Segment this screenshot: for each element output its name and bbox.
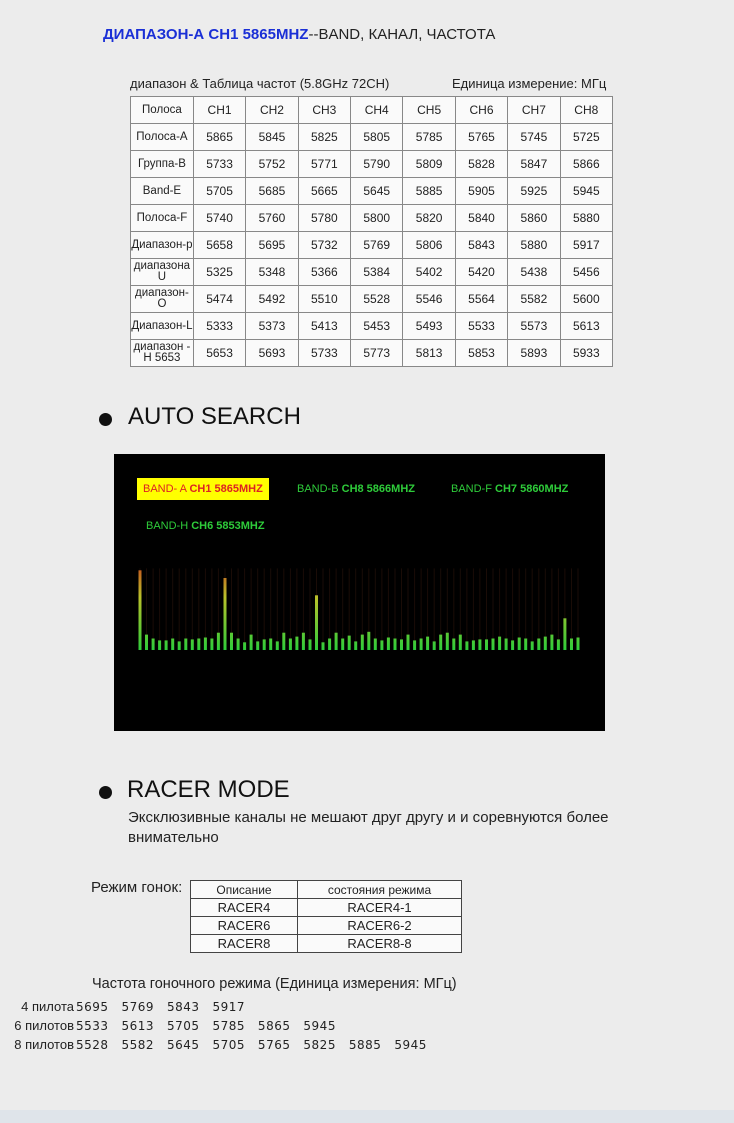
- spectrum-bar: [191, 639, 194, 650]
- racer-mode-title: RACER MODE: [127, 776, 290, 803]
- table-row: [131, 178, 613, 205]
- band-label-a-band: BAND- A: [143, 483, 187, 495]
- spectrum-bar: [217, 633, 220, 650]
- racer-table: [190, 880, 462, 953]
- spectrum-bar: [472, 640, 475, 650]
- spectrum-bar: [184, 639, 187, 651]
- spectrum-bar: [171, 639, 174, 651]
- spectrum-ghost: [159, 568, 160, 650]
- freq-cell: 5773: [351, 340, 403, 367]
- spectrum-bar: [322, 642, 325, 650]
- racer-table-header-cell: состояния режима: [298, 881, 462, 899]
- freq-cell: 5366: [298, 259, 350, 286]
- racer-table-cell: RACER8: [191, 935, 298, 953]
- spectrum-ghost: [414, 568, 415, 650]
- header-rest: --BAND, КАНАЛ, ЧАСТОТА: [308, 26, 496, 43]
- freq-cell: 5474: [193, 286, 245, 313]
- pilot-freqs: 5695 5769 5843 5917: [76, 1000, 245, 1014]
- spectrum-ghost: [310, 568, 311, 650]
- spectrum-bar: [387, 638, 390, 651]
- spectrum-bar: [263, 639, 266, 650]
- freq-table-header-cell: CH6: [455, 97, 507, 124]
- band-name-cell: Группа-B: [131, 151, 194, 178]
- freq-cell: 5333: [193, 313, 245, 340]
- spectrum-ghost: [375, 568, 376, 650]
- spectrum-ghost: [381, 568, 382, 650]
- spectrum-ghost: [257, 568, 258, 650]
- table-row: [131, 313, 613, 340]
- spectrum-bar: [505, 639, 508, 651]
- freq-cell: 5732: [298, 232, 350, 259]
- table-row: [191, 935, 462, 953]
- spectrum-bar: [367, 632, 370, 650]
- pilot-label: 8 пилотов: [14, 1037, 74, 1052]
- spectrum-bar: [276, 641, 279, 650]
- freq-cell: 5653: [193, 340, 245, 367]
- freq-cell: 5933: [560, 340, 612, 367]
- spectrum-ghost: [493, 568, 494, 650]
- band-name-cell: диапазона U: [131, 259, 194, 286]
- spectrum-bar: [158, 640, 161, 650]
- freq-cell: 5813: [403, 340, 455, 367]
- freq-table-unit: Единица измерение: МГц: [452, 76, 607, 91]
- spectrum-ghost: [538, 568, 539, 650]
- pilot-label: 6 пилотов: [14, 1018, 74, 1033]
- spectrum-ghost: [525, 568, 526, 650]
- spectrum-bar: [439, 635, 442, 650]
- freq-cell: 5805: [351, 124, 403, 151]
- freq-cell: 5613: [560, 313, 612, 340]
- spectrum-ghost: [198, 568, 199, 650]
- freq-cell: 5825: [298, 124, 350, 151]
- freq-table-header-cell: Полоса: [131, 97, 194, 124]
- freq-table-header-cell: CH1: [193, 97, 245, 124]
- freq-cell: 5658: [193, 232, 245, 259]
- freq-cell: 5348: [246, 259, 298, 286]
- spectrum-ghost: [453, 568, 454, 650]
- freq-table-header-cell: CH4: [351, 97, 403, 124]
- freq-cell: 5740: [193, 205, 245, 232]
- freq-cell: 5771: [298, 151, 350, 178]
- freq-cell: 5809: [403, 151, 455, 178]
- freq-table-header: [131, 97, 613, 124]
- freq-cell: 5325: [193, 259, 245, 286]
- spectrum-bar: [282, 633, 285, 650]
- spectrum-bar: [224, 578, 227, 650]
- spectrum-bar: [557, 639, 560, 650]
- pilot-row-6: [8, 1018, 336, 1033]
- spectrum-ghost: [486, 568, 487, 650]
- freq-cell: 5806: [403, 232, 455, 259]
- band-name-cell: Диапазон-L: [131, 313, 194, 340]
- freq-table-caption: диапазон & Таблица частот (5.8GHz 72CH): [130, 76, 390, 91]
- freq-cell: 5853: [455, 340, 507, 367]
- freq-cell: 5925: [508, 178, 560, 205]
- freq-cell: 5800: [351, 205, 403, 232]
- band-label-a-channel: CH1 5865MHZ: [189, 483, 263, 495]
- freq-cell: 5840: [455, 205, 507, 232]
- spectrum-bar: [152, 639, 155, 651]
- race-freq-title: Частота гоночного режима (Единица измерения: МГц): [92, 976, 457, 992]
- freq-cell: 5752: [246, 151, 298, 178]
- spectrum-ghost: [323, 568, 324, 650]
- spectrum-bar: [139, 570, 142, 650]
- spectrum-bar: [178, 641, 181, 650]
- freq-cell: 5402: [403, 259, 455, 286]
- band-label-a: [137, 478, 269, 500]
- freq-cell: 5828: [455, 151, 507, 178]
- auto-search-title: AUTO SEARCH: [128, 403, 301, 430]
- auto-search-panel: [114, 454, 605, 731]
- spectrum-bar: [250, 635, 253, 650]
- freq-cell: 5865: [193, 124, 245, 151]
- spectrum-bar: [426, 637, 429, 650]
- freq-cell: 5492: [246, 286, 298, 313]
- freq-cell: 5790: [351, 151, 403, 178]
- racer-table-cell: RACER6-2: [298, 917, 462, 935]
- spectrum-ghost: [211, 568, 212, 650]
- freq-cell: 5820: [403, 205, 455, 232]
- spectrum-bar: [237, 639, 240, 651]
- spectrum-bar: [433, 641, 436, 650]
- bullet-icon: [99, 413, 112, 426]
- spectrum-ghost: [473, 568, 474, 650]
- freq-cell: 5456: [560, 259, 612, 286]
- spectrum-bar: [485, 639, 488, 650]
- freq-cell: 5665: [298, 178, 350, 205]
- freq-cell: 5546: [403, 286, 455, 313]
- spectrum-ghost: [401, 568, 402, 650]
- freq-cell: 5725: [560, 124, 612, 151]
- band-label-b-channel: CH8 5866MHZ: [341, 483, 415, 495]
- freq-table-header-cell: CH2: [246, 97, 298, 124]
- spectrum-bar: [524, 639, 527, 651]
- freq-cell: 5493: [403, 313, 455, 340]
- spectrum-ghost: [166, 568, 167, 650]
- freq-cell: 5733: [298, 340, 350, 367]
- spectrum-ghost: [192, 568, 193, 650]
- spectrum-ghost: [342, 568, 343, 650]
- table-row: [131, 286, 613, 313]
- band-name-cell: диапазон-O: [131, 286, 194, 313]
- spectrum-bar: [563, 618, 566, 650]
- page-header: [103, 26, 495, 43]
- freq-cell: 5769: [351, 232, 403, 259]
- spectrum-bar: [577, 638, 580, 651]
- racer-table-cell: RACER8-8: [298, 935, 462, 953]
- spectrum-ghost: [395, 568, 396, 650]
- freq-cell: 5905: [455, 178, 507, 205]
- spectrum-bar: [531, 641, 534, 650]
- spectrum-ghost: [153, 568, 154, 650]
- spectrum-bar: [394, 639, 397, 651]
- freq-cell: 5420: [455, 259, 507, 286]
- spectrum-ghost: [421, 568, 422, 650]
- spectrum-bar: [452, 639, 455, 651]
- spectrum-bar: [341, 639, 344, 651]
- spectrum-bar: [537, 639, 540, 651]
- freq-cell: 5880: [560, 205, 612, 232]
- spectrum-ghost: [264, 568, 265, 650]
- band-name-cell: Диапазон-р: [131, 232, 194, 259]
- spectrum-bar: [420, 639, 423, 651]
- freq-cell: 5600: [560, 286, 612, 313]
- freq-cell: 5917: [560, 232, 612, 259]
- spectrum-bar: [400, 639, 403, 650]
- racer-table-header-cell: Описание: [191, 881, 298, 899]
- spectrum-bar: [492, 639, 495, 651]
- spectrum-bar: [348, 636, 351, 650]
- band-label-b: [297, 483, 415, 495]
- spectrum-bar: [550, 635, 553, 650]
- freq-cell: 5733: [193, 151, 245, 178]
- band-name-cell: Band-E: [131, 178, 194, 205]
- freq-table-header-cell: CH5: [403, 97, 455, 124]
- pilot-freqs: 5533 5613 5705 5785 5865 5945: [76, 1019, 336, 1033]
- freq-cell: 5845: [246, 124, 298, 151]
- spectrum-ghost: [244, 568, 245, 650]
- spectrum-ghost: [270, 568, 271, 650]
- freq-cell: 5373: [246, 313, 298, 340]
- band-name-cell: Полоса-F: [131, 205, 194, 232]
- spectrum-bar: [511, 640, 514, 650]
- racer-table-cell: RACER6: [191, 917, 298, 935]
- spectrum-bar: [328, 639, 331, 651]
- freq-cell: 5843: [455, 232, 507, 259]
- spectrum-bar: [269, 639, 272, 651]
- spectrum-ghost: [512, 568, 513, 650]
- spectrum-ghost: [571, 568, 572, 650]
- spectrum-ghost: [185, 568, 186, 650]
- band-label-b-band: BAND-B: [297, 483, 339, 495]
- pilot-freqs: 5528 5582 5645 5705 5765 5825 5885 5945: [76, 1038, 427, 1052]
- spectrum-bar: [295, 637, 298, 650]
- table-row: [131, 151, 613, 178]
- spectrum-ghost: [434, 568, 435, 650]
- band-label-f-channel: CH7 5860MHZ: [495, 483, 569, 495]
- spectrum-bar: [230, 633, 233, 650]
- spectrum-bar: [354, 641, 357, 650]
- spectrum-ghost: [238, 568, 239, 650]
- freq-cell: 5438: [508, 259, 560, 286]
- table-row: [131, 259, 613, 286]
- freq-cell: 5384: [351, 259, 403, 286]
- freq-cell: 5847: [508, 151, 560, 178]
- table-row: [131, 124, 613, 151]
- bullet-icon: [99, 786, 112, 799]
- spectrum-ghost: [277, 568, 278, 650]
- spectrum-bar: [446, 633, 449, 650]
- pilot-row-4: [8, 999, 245, 1014]
- freq-cell: 5693: [246, 340, 298, 367]
- spectrum-bar: [465, 641, 468, 650]
- freq-cell: 5760: [246, 205, 298, 232]
- spectrum-bar: [361, 635, 364, 650]
- table-row: [131, 340, 613, 367]
- pilot-row-8: [8, 1037, 427, 1052]
- spectrum-bar: [145, 635, 148, 650]
- freq-cell: 5573: [508, 313, 560, 340]
- freq-cell: 5705: [193, 178, 245, 205]
- spectrum-ghost: [506, 568, 507, 650]
- header-highlight: ДИАПАЗОН-А CH1 5865MHZ: [103, 26, 309, 43]
- spectrum-bar: [380, 640, 383, 650]
- band-label-h-band: BAND-H: [146, 520, 189, 532]
- band-label-h: [146, 520, 265, 532]
- racer-table-cell: RACER4-1: [298, 899, 462, 917]
- spectrum-bar: [302, 633, 305, 650]
- freq-table-header-cell: CH3: [298, 97, 350, 124]
- spectrum-bar: [518, 638, 521, 651]
- freq-cell: 5885: [403, 178, 455, 205]
- freq-cell: 5945: [560, 178, 612, 205]
- spectrum-bar: [197, 639, 200, 651]
- freq-table-header-cell: CH7: [508, 97, 560, 124]
- freq-cell: 5866: [560, 151, 612, 178]
- band-label-f: [451, 483, 568, 495]
- spectrum-bar: [165, 640, 168, 650]
- spectrum-bar: [210, 639, 213, 651]
- table-row: [131, 232, 613, 259]
- freq-cell: 5510: [298, 286, 350, 313]
- freq-cell: 5645: [351, 178, 403, 205]
- pilot-label: 4 пилота: [21, 999, 74, 1014]
- freq-cell: 5453: [351, 313, 403, 340]
- freq-cell: 5685: [246, 178, 298, 205]
- band-name-cell: Полоса-А: [131, 124, 194, 151]
- spectrum-ghost: [479, 568, 480, 650]
- freq-cell: 5880: [508, 232, 560, 259]
- freq-cell: 5893: [508, 340, 560, 367]
- bottom-strip: [0, 1110, 734, 1123]
- table-row: [191, 917, 462, 935]
- freq-cell: 5582: [508, 286, 560, 313]
- table-row: [191, 899, 462, 917]
- spectrum-bar: [407, 635, 410, 650]
- spectrum-bar: [498, 637, 501, 650]
- racer-table-cell: RACER4: [191, 899, 298, 917]
- freq-table: [130, 96, 613, 367]
- band-label-h-channel: CH6 5853MHZ: [191, 520, 265, 532]
- spectrum-bar: [570, 639, 573, 651]
- spectrum-bar: [374, 639, 377, 651]
- spectrum-ghost: [172, 568, 173, 650]
- freq-cell: 5533: [455, 313, 507, 340]
- spectrum-ghost: [179, 568, 180, 650]
- spectrum-ghost: [290, 568, 291, 650]
- band-name-cell: диапазон -H 5653: [131, 340, 194, 367]
- spectrum-bar: [413, 640, 416, 650]
- spectrum-ghost: [532, 568, 533, 650]
- racer-table-header: [191, 881, 462, 899]
- spectrum-ghost: [466, 568, 467, 650]
- spectrum-ghost: [329, 568, 330, 650]
- freq-cell: 5785: [403, 124, 455, 151]
- freq-cell: 5528: [351, 286, 403, 313]
- spectrum-bar: [478, 639, 481, 650]
- spectrum-ghost: [355, 568, 356, 650]
- racer-table-label: Режим гонок:: [91, 879, 183, 896]
- freq-table-header-cell: CH8: [560, 97, 612, 124]
- freq-cell: 5413: [298, 313, 350, 340]
- spectrum-bar: [459, 635, 462, 650]
- racer-mode-description: Эксклюзивные каналы не мешают друг другу и и соревнуются более внимательно: [128, 809, 609, 846]
- freq-cell: 5564: [455, 286, 507, 313]
- band-label-f-band: BAND-F: [451, 483, 492, 495]
- spectrum-ghost: [558, 568, 559, 650]
- spectrum-bar: [315, 595, 318, 650]
- freq-cell: 5860: [508, 205, 560, 232]
- spectrum-bar: [309, 639, 312, 650]
- spectrum-bar: [243, 642, 246, 650]
- spectrum-bar: [289, 639, 292, 651]
- table-row: [131, 205, 613, 232]
- freq-cell: 5695: [246, 232, 298, 259]
- spectrum-bar: [544, 637, 547, 650]
- spectrum-bar: [335, 633, 338, 650]
- freq-cell: 5780: [298, 205, 350, 232]
- freq-cell: 5745: [508, 124, 560, 151]
- spectrum-bar: [204, 638, 207, 651]
- spectrum-bar: [256, 641, 259, 650]
- freq-cell: 5765: [455, 124, 507, 151]
